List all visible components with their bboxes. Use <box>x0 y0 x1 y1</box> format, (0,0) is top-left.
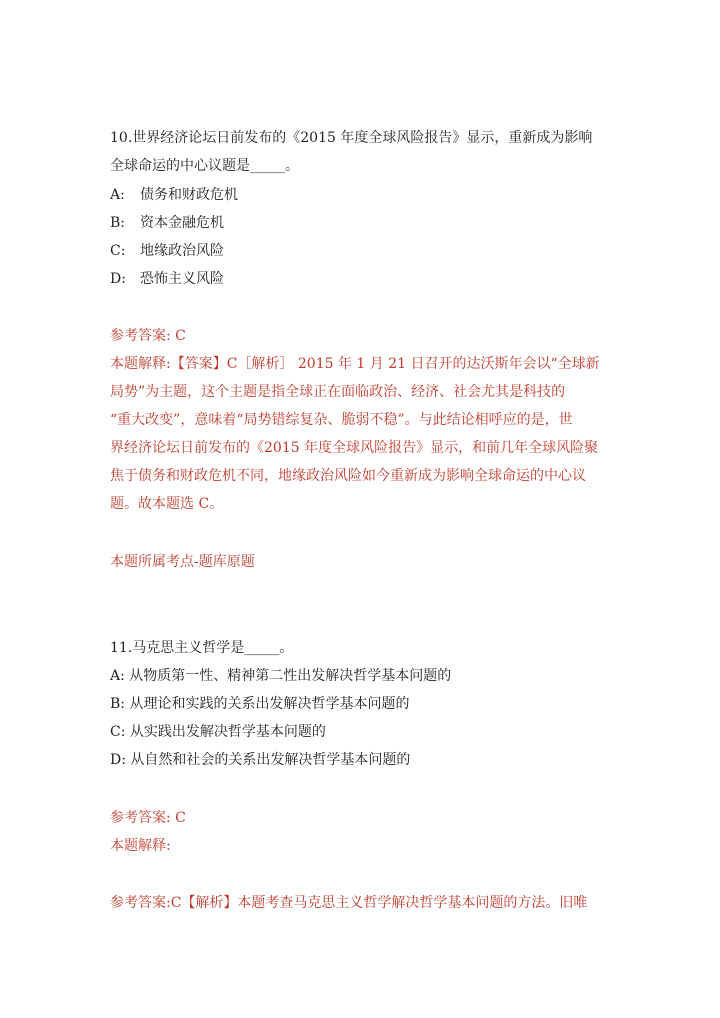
q11-answer: 参考答案: C <box>110 810 186 826</box>
q10-stem-line2: 全球命运的中心议题是_____。 <box>110 158 299 174</box>
q11-option-a <box>110 666 451 686</box>
q11-option-d-key: D: <box>110 752 126 768</box>
q10-option-a-key: A: <box>110 187 125 203</box>
q10-option-d-text: 恐怖主义风险 <box>140 271 224 287</box>
q10-explanation-line: 本题解释:【答案】C［解析］ 2015 年 1 月 21 日召开的达沃斯年会以“全球新 <box>110 356 600 372</box>
q10-explanation-line: 局势”为主题，这个主题是指全球正在面临政治、经济、社会尤其是科技的 <box>110 384 566 400</box>
q11-option-a-text: 从物质第一性、精神第二性出发解决哲学基本问题的 <box>129 668 452 684</box>
q10-option-a <box>110 185 238 205</box>
q10-source: 本题所属考点-题库原题 <box>110 554 255 570</box>
q11-option-a-key: A: <box>110 668 125 684</box>
q10-option-c-text: 地缘政治风险 <box>140 243 224 259</box>
q10-answer: 参考答案: C <box>110 328 186 344</box>
q10-explanation-line: 界经济论坛日前发布的《2015 年度全球风险报告》显示，和前几年全球风险聚 <box>110 440 599 456</box>
q10-explanation-line: 题。故本题选 C。 <box>110 496 224 512</box>
q11-option-d <box>110 750 410 770</box>
q10-option-b-text: 资本金融危机 <box>140 215 224 231</box>
q10-stem-line1: 10.世界经济论坛日前发布的《2015 年度全球风险报告》显示，重新成为影响 <box>110 130 593 146</box>
q10-option-c <box>110 241 224 261</box>
q10-explanation-line: 焦于债务和财政危机不同，地缘政治风险如今重新成为影响全球命运的中心议 <box>110 468 586 484</box>
q10-option-d <box>110 269 224 289</box>
q11-option-c-key: C: <box>110 724 126 740</box>
q10-option-c-key: C: <box>110 243 126 259</box>
q11-option-b <box>110 694 409 714</box>
q11-explanation-label: 本题解释: <box>110 838 171 854</box>
q11-option-c-text: 从实践出发解决哲学基本问题的 <box>129 724 326 740</box>
q11-option-d-text: 从自然和社会的关系出发解决哲学基本问题的 <box>130 752 411 768</box>
q10-explanation-line: “重大改变”，意味着“局势错综复杂、脆弱不稳”。与此结论相呼应的是，世 <box>110 412 573 428</box>
q11-stem: 11.马克思主义哲学是_____。 <box>110 640 294 656</box>
q11-option-c <box>110 722 326 742</box>
q11-option-b-text: 从理论和实践的关系出发解决哲学基本问题的 <box>129 696 410 712</box>
q11-option-b-key: B: <box>110 696 126 712</box>
q10-option-b <box>110 213 224 233</box>
q10-option-d-key: D: <box>110 271 126 287</box>
q11-explanation-line: 参考答案:C【解析】本题考查马克思主义哲学解决哲学基本问题的方法。旧唯 <box>110 895 588 911</box>
q10-option-a-text: 债务和财政危机 <box>140 187 238 203</box>
q10-option-b-key: B: <box>110 215 126 231</box>
